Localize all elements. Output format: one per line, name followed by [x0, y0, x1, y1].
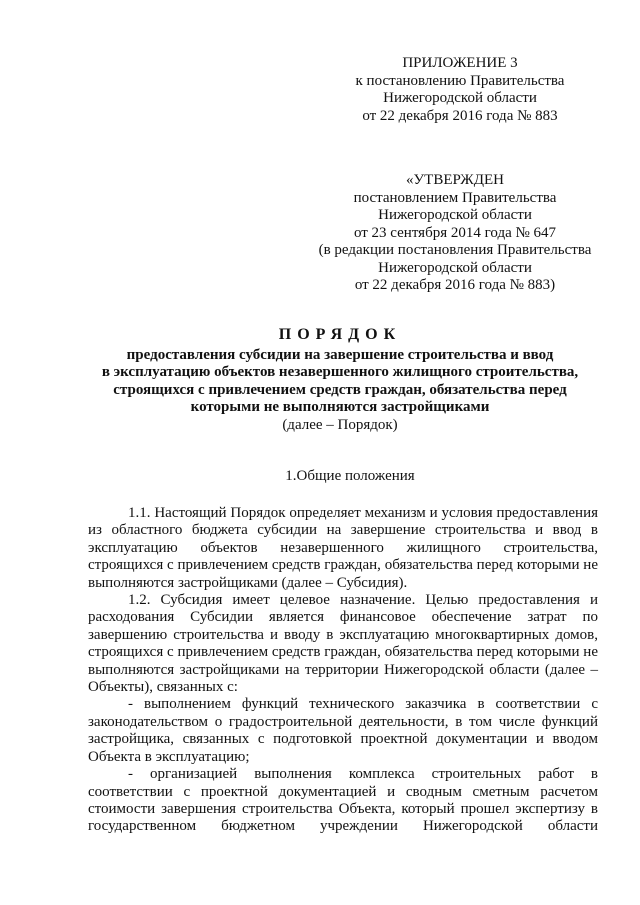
approval-line: Нижегородской области	[378, 207, 532, 223]
appendix-line: ПРИЛОЖЕНИЕ 3	[402, 55, 518, 71]
subtitle-line: строящихся с привлечением средств граждан, обязательства перед	[113, 381, 567, 398]
section-heading: 1.Общие положения	[285, 468, 415, 484]
approval-line: постановлением Правительства	[353, 189, 557, 206]
approval-line: от 22 декабря 2016 года № 883)	[354, 277, 556, 293]
paragraph: 1.1. Настоящий Порядок определяет механизм и условия предоставления из областного бюджета субсидии на завершение строительства и ввод в эксплуатацию объектов незавершенного жилищного строительства, строящихся с привлечением средств граждан, обязательства перед которыми не выполняются застройщиками (далее – Субсидия).	[88, 505, 598, 591]
approval-stamp-text	[305, 172, 605, 295]
approval-line: (в редакции постановления Правительства	[318, 242, 592, 258]
paragraph: - организацией выполнения комплекса строительных работ в соответствии с проектной документацией и сводным сметным расчетом стоимости завершения строительства Объекта, который прошел экспертизу в государственном бюджетном учреждении Нижегородской области	[88, 766, 598, 835]
appendix-line: от 22 декабря 2016 года № 883	[362, 107, 558, 124]
title-main: ПОРЯДОК	[278, 326, 402, 343]
approval-line: от 23 сентября 2014 года № 647	[353, 224, 557, 241]
title-abbreviation: (далее – Порядок)	[282, 416, 398, 433]
document-body	[88, 505, 598, 836]
title-subtitle	[80, 347, 600, 417]
appendix-line: к постановлению Правительства	[355, 72, 565, 89]
appendix-header	[330, 55, 590, 125]
subtitle-line: в эксплуатацию объектов незавершенного жилищного строительства,	[101, 364, 579, 380]
subtitle-line: которыми не выполняются застройщиками	[190, 399, 490, 415]
paragraph: - выполнением функций технического заказчика в соответствии с законодательством о градостроительной деятельности, в том числе функций застройщика, связанных с подготовкой проектной документации и вводом Объекта в эксплуатацию;	[88, 696, 598, 765]
paragraph: 1.2. Субсидия имеет целевое назначение. Целью предоставления и расходования Субсидии является финансовое обеспечение затрат по завершению строительства и вводу в эксплуатацию многоквартирных домов, строящихся с привлечением средств граждан, обязательства перед которыми не выполняются застройщиками на территории Нижегородской области (далее – Объекты), связанных с:	[88, 592, 598, 696]
document-title	[80, 326, 600, 434]
appendix-line: Нижегородской области	[383, 90, 537, 106]
subtitle-line: предоставления субсидии на завершение строительства и ввод	[126, 346, 554, 363]
approval-line: Нижегородской области	[378, 259, 532, 276]
approval-line: «УТВЕРЖДЕН	[406, 172, 504, 188]
